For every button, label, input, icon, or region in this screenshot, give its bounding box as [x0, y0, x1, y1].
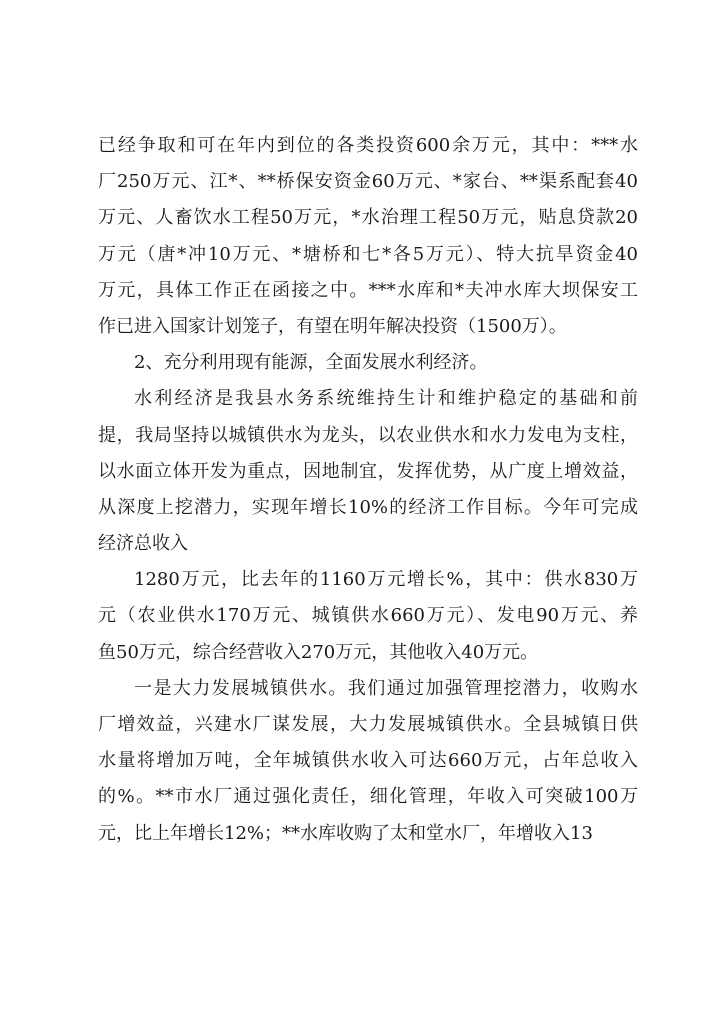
text-line: 水利经济是我县水务系统维持生计和维护稳定的基础和前 — [134, 388, 638, 410]
text-line: 已经争取和可在年内到位的各类投资600余万元，其中：***水 — [98, 135, 638, 156]
text-line: 万元、人畜饮水工程50万元，*水治理工程50万元，贴息贷款20 — [98, 207, 638, 229]
text-line: 万元，具体工作正在函接之中。***水库和*夫冲水库大坝保安工 — [98, 279, 638, 301]
document-body — [98, 128, 638, 852]
text-line: 的%。**市水厂通过强化责任，细化管理，年收入可突破100万 — [98, 786, 638, 808]
text-line: 作已进入国家计划笼子，有望在明年解决投资（1500万）。 — [98, 315, 567, 337]
text-line: 经济总收入 — [98, 533, 188, 555]
text-line: 元，比上年增长12%；**水库收购了太和堂水厂，年增收入13 — [98, 822, 593, 844]
text-line: 厂增效益，兴建水厂谋发展，大力发展城镇供水。全县城镇日供 — [98, 714, 638, 735]
text-line: 万元（唐*冲10万元、*塘桥和七*各5万元）、特大抗旱资金40 — [98, 243, 638, 265]
text-line: 一是大力发展城镇供水。我们通过加强管理挖潜力，收购水 — [134, 677, 638, 699]
text-line: 鱼50万元，综合经营收入270万元，其他收入40万元。 — [98, 641, 539, 663]
text-line: 1280万元，比去年的1160万元增长%，其中：供水830万 — [134, 569, 638, 591]
section-heading: 2、充分利用现有能源，全面发展水利经济。 — [134, 352, 488, 374]
text-line: 元（农业供水170万元、城镇供水660万元）、发电90万元、养 — [98, 605, 638, 627]
text-line: 水量将增加万吨，全年城镇供水收入可达660万元，占年总收入 — [98, 750, 638, 772]
text-line: 以水面立体开发为重点，因地制宜，发挥优势，从广度上增效益， — [98, 460, 638, 482]
text-line: 从深度上挖潜力，实现年增长10%的经济工作目标。今年可完成 — [98, 496, 638, 518]
text-line: 厂250万元、江*、**桥保安资金60万元、*家台、**渠系配套40 — [98, 171, 638, 193]
text-line: 提，我局坚持以城镇供水为龙头，以农业供水和水力发电为支柱， — [98, 424, 638, 446]
